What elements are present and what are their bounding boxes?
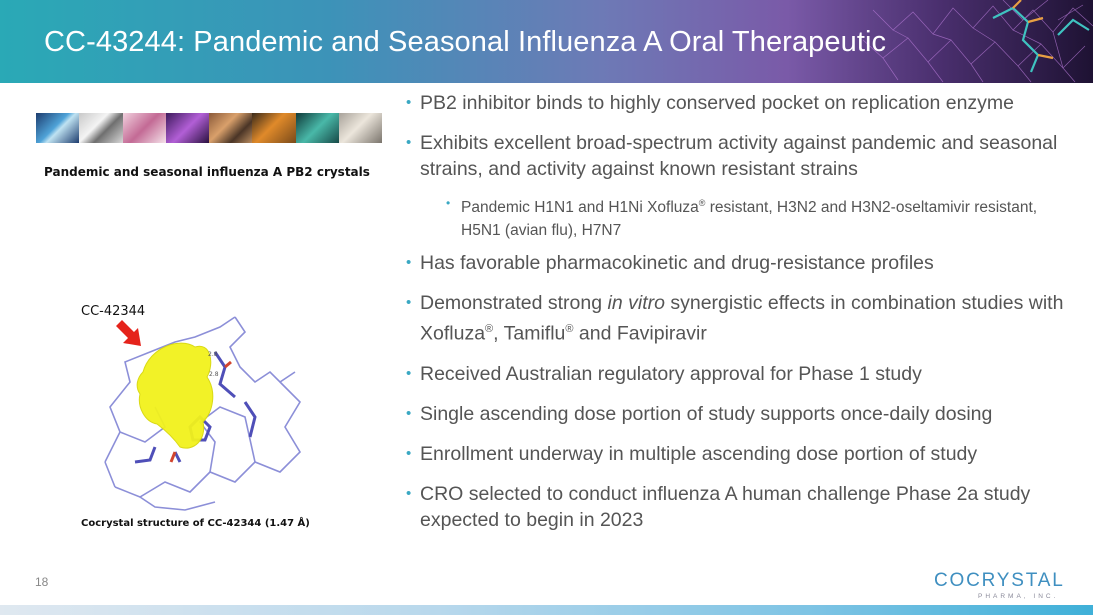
crystal-image — [296, 113, 339, 143]
crystal-image — [339, 113, 382, 143]
bullet-dot-icon: • — [446, 196, 451, 210]
logo-text: COCRYSTAL — [934, 570, 1065, 591]
header-banner — [0, 0, 1093, 83]
bullet-item: • PB2 inhibitor binds to highly conserved pocket on replication enzyme — [406, 92, 1015, 114]
crystal-image — [166, 113, 209, 143]
bullet-dot-icon: • — [406, 484, 412, 502]
company-logo — [934, 570, 1074, 602]
bullet-dot-icon: • — [406, 94, 412, 111]
bullet-dot-icon: • — [406, 444, 412, 462]
bullet-item: • Has favorable pharmacokinetic and drug-resistance profiles — [406, 252, 934, 275]
structure-caption: Cocrystal structure of CC-42344 (1.47 Å) — [81, 518, 310, 529]
molecular-mesh-decoration — [853, 0, 1093, 83]
slide-title: CC-43244: Pandemic and Seasonal Influenza A Oral Therapeutic — [44, 26, 887, 58]
sub-bullet-item: • Pandemic H1N1 and H1Ni Xofluza® resistant, H3N2 and H3N2-oseltamivir resistant, H5N1 (avian flu), H7N7 — [406, 192, 1076, 242]
crystal-images-strip — [36, 113, 382, 143]
bullet-item: • Exhibits excellent broad-spectrum activity against pandemic and seasonal strains, and activity against known resistant strains — [406, 132, 1058, 180]
distance-label: 2.8 — [209, 371, 219, 378]
crystal-image — [36, 113, 79, 143]
bullet-list — [406, 90, 1076, 533]
crystal-image — [123, 113, 166, 143]
crystals-caption: Pandemic and seasonal influenza A PB2 crystals — [44, 165, 370, 179]
distance-label: 2.8 — [208, 351, 218, 358]
compound-label: CC-42344 — [81, 304, 146, 319]
page-number: 18 — [35, 575, 49, 589]
crystal-image — [252, 113, 295, 143]
bullet-item: • Enrollment underway in multiple ascending dose portion of study — [406, 442, 978, 465]
bullet-dot-icon: • — [406, 364, 412, 382]
bullet-item: • Received Australian regulatory approval for Phase 1 study — [406, 362, 922, 385]
bullet-item: • Demonstrated strong in vitro synergistic effects in combination studies with Xofluza®, Tamiflu® and Favipiravir — [406, 292, 1064, 345]
crystal-image — [79, 113, 122, 143]
bullet-dot-icon: • — [406, 294, 412, 312]
footer-bar — [0, 605, 1093, 615]
cocrystal-structure-image — [95, 312, 310, 512]
ligand-surface — [137, 343, 213, 448]
bullet-dot-icon: • — [406, 254, 412, 272]
crystal-image — [209, 113, 252, 143]
bullet-dot-icon: • — [406, 404, 412, 422]
bullet-dot-icon: • — [406, 134, 412, 151]
bullet-item: • Single ascending dose portion of study supports once-daily dosing — [406, 402, 993, 425]
bullet-item: • CRO selected to conduct influenza A human challenge Phase 2a study expected to begin in 2023 — [406, 482, 1031, 531]
logo-subtext: PHARMA, INC. — [978, 593, 1059, 600]
